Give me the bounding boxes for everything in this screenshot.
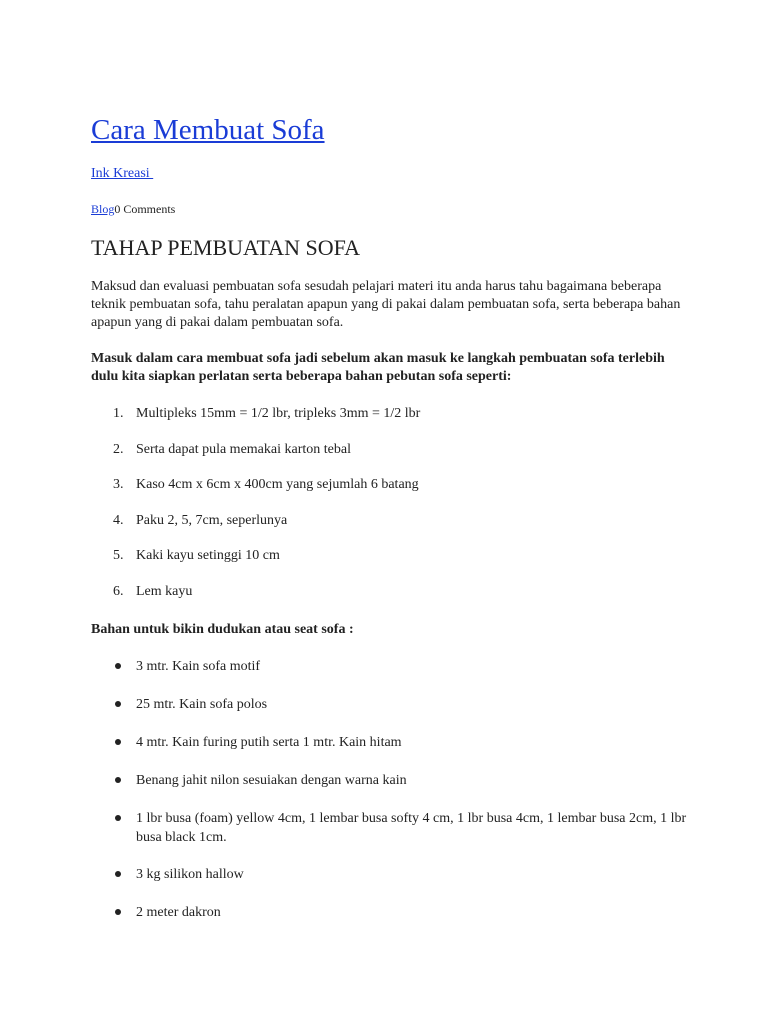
seat-materials-heading: Bahan untuk bikin dudukan atau seat sofa : <box>91 622 354 637</box>
bullet-icon <box>115 739 121 745</box>
list-item <box>91 695 691 714</box>
section-heading: TAHAP PEMBUATAN SOFA <box>91 235 361 260</box>
author-link[interactable]: Ink Kreasi <box>91 166 154 181</box>
list-item <box>91 547 420 565</box>
materials-intro: Masuk dalam cara membuat sofa jadi sebelum akan masuk ke langkah pembuatan sofa terlebih dulu kita siapkan perlatan serta beberapa bahan pebutan sofa seperti: <box>91 351 665 384</box>
list-item-text: Kaki kayu setinggi 10 cm <box>136 548 280 564</box>
bullet-icon <box>115 871 121 877</box>
list-item <box>91 771 691 790</box>
list-item-text: 3 kg silikon hallow <box>136 867 244 882</box>
bullet-icon <box>115 909 121 915</box>
list-item-text: Paku 2, 5, 7cm, seperlunya <box>136 512 288 528</box>
category-link[interactable]: Blog <box>91 202 115 216</box>
list-item-text: Serta dapat pula memakai karton tebal <box>136 441 351 457</box>
list-item-text: 1 lbr busa (foam) yellow 4cm, 1 lembar busa softy 4 cm, 1 lbr busa 4cm, 1 lembar busa 2cm, 1 lbr busa black 1cm. <box>136 811 687 845</box>
list-number: 5. <box>113 548 124 564</box>
list-item-text: Lem kayu <box>136 583 193 599</box>
bullet-icon <box>115 663 121 669</box>
bullet-icon <box>115 777 121 783</box>
list-number: 2. <box>113 441 124 457</box>
list-item-text: 4 mtr. Kain furing putih serta 1 mtr. Kain hitam <box>136 735 402 750</box>
list-number: 6. <box>113 583 124 599</box>
list-item <box>91 903 691 922</box>
list-item-text: 25 mtr. Kain sofa polos <box>136 697 268 712</box>
list-item <box>91 733 691 752</box>
list-item <box>91 476 420 494</box>
seat-materials-list <box>91 657 691 922</box>
bullet-icon <box>115 701 121 707</box>
list-item-text: 3 mtr. Kain sofa motif <box>136 659 261 674</box>
list-item <box>91 657 691 676</box>
bullet-icon <box>115 815 121 821</box>
list-item-text: Multipleks 15mm = 1/2 lbr, tripleks 3mm = 1/2 lbr <box>136 406 421 421</box>
list-item-text: Benang jahit nilon sesuiakan dengan warna kain <box>136 773 407 788</box>
post-meta <box>91 201 175 217</box>
list-number: 4. <box>113 512 124 528</box>
list-number: 3. <box>113 477 124 493</box>
intro-paragraph: Maksud dan evaluasi pembuatan sofa sesudah pelajari materi itu anda harus tahu bagaimana beberapa teknik pembuatan sofa, tahu peralatan apapun yang di pakai dalam pembuatan sofa, serta beberapa bahan apapun yang di pakai dalam pembuatan sofa. <box>91 279 681 330</box>
list-item <box>91 441 420 459</box>
list-number: 1. <box>113 406 124 421</box>
list-item <box>91 865 691 884</box>
list-item-text: 2 meter dakron <box>136 905 221 920</box>
tools-list <box>91 405 420 619</box>
list-item <box>91 512 420 530</box>
list-item-text: Kaso 4cm x 6cm x 400cm yang sejumlah 6 batang <box>136 477 419 493</box>
list-item <box>91 583 420 601</box>
list-item <box>91 809 691 847</box>
list-item <box>91 405 420 423</box>
comments-count: 0 Comments <box>114 202 176 216</box>
article-title-link[interactable]: Cara Membuat Sofa <box>91 114 325 146</box>
